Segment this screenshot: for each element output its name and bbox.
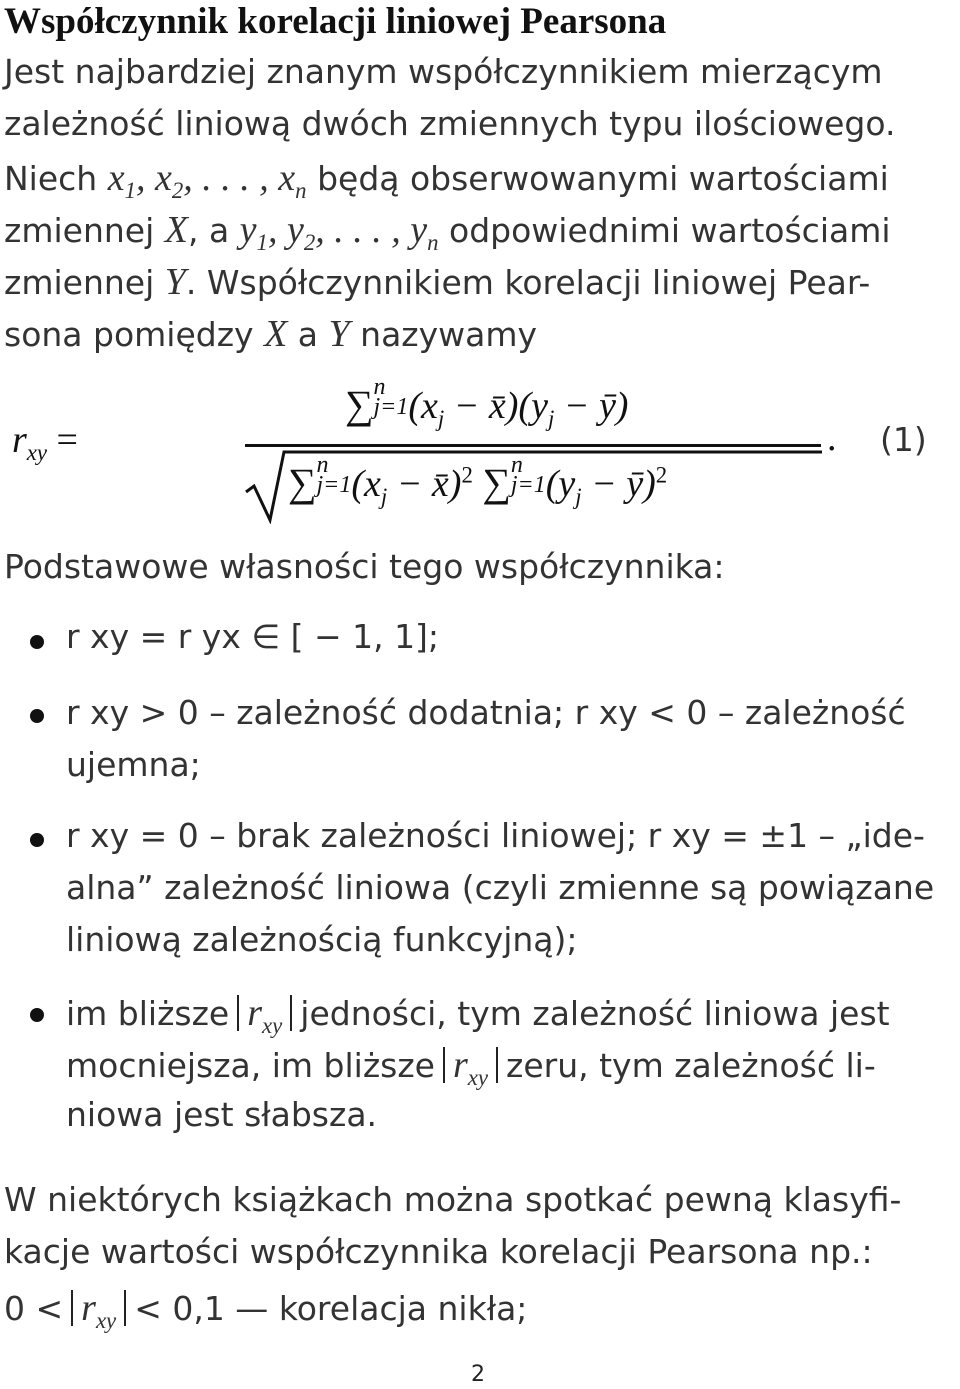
y-sequence: $y_1$, $y_2$, . . . , $y_n$ (239, 209, 439, 255)
bullet-dot-3 (30, 833, 44, 847)
formula-lhs: $r_{xy}$ = (12, 419, 78, 465)
sum-symbol-3: ∑ (482, 460, 511, 505)
bullet-4-line-1 (66, 991, 890, 1039)
closing-line-3-c: korelacja nikła; (278, 1289, 528, 1328)
abs-bar (443, 1047, 445, 1083)
x-sequence: $x_1$, $x_2$, . . . , $x_n$ (107, 157, 307, 203)
intro-line-5 (4, 260, 870, 304)
intro-line-6-text-c: nazywamy (360, 315, 538, 354)
abs-bar (496, 1047, 498, 1083)
closing-line-2: kacje wartości współczynnika korelacji Pearsona np.: (4, 1232, 873, 1271)
intro-line-3 (4, 156, 889, 204)
intro-line-6 (4, 312, 537, 356)
intro-line-4-text-c: odpowiednimi wartościami (449, 211, 891, 250)
abs-bar (71, 1290, 73, 1326)
var-Y-2: Y (328, 313, 350, 355)
sum-symbol: ∑ (345, 382, 374, 427)
bullet-4-line-1-b: jedności, tym zależność liniowa jest (300, 994, 890, 1033)
page-heading: Współczynnik korelacji liniowej Pearsona (4, 1, 667, 42)
page-number: 2 (471, 1362, 485, 1387)
intro-line-4-text-a: zmiennej (4, 211, 155, 250)
bullet-2-line-1: r xy > 0 – zależność dodatnia; r xy < 0 – zależność (66, 693, 906, 732)
r-xy: $r_{xy}$ (81, 1287, 117, 1333)
var-X: X (164, 209, 188, 251)
r-xy: $r_{xy}$ (247, 992, 283, 1038)
formula-numerator: ∑ n j=1 ($x_j$ − $x̄)(y_j$ − ȳ) (345, 374, 629, 431)
bullet-2-line-2: ujemna; (66, 745, 201, 784)
equation-number: (1) (880, 420, 927, 459)
bullet-3-line-1: r xy = 0 – brak zależności liniowej; r xy = ±1 – „ide- (66, 816, 925, 855)
formula-period: . (827, 417, 837, 459)
bullet-4-line-2 (66, 1043, 876, 1091)
r-xy: $r_{xy}$ (452, 1044, 489, 1090)
intro-line-6-text-a: sona pomiędzy (4, 315, 254, 354)
bullet-4-line-2-a: mocniejsza, im bliższe (66, 1046, 435, 1085)
formula-denominator: ∑ n j=1 ($x_j$ − x̄)$^2$ ∑ n j=1 ($y_j$ − ȳ)$^2$ (288, 452, 668, 509)
bullet-3-line-2: alna” zależność liniowa (czyli zmienne są powiązane (66, 868, 935, 907)
closing-line-3-b: < 0,1 — (134, 1289, 269, 1328)
var-Y: Y (164, 261, 186, 303)
bullet-4-line-1-a: im bliższe (66, 994, 230, 1033)
closing-line-3 (4, 1286, 527, 1334)
bullet-4-line-3: niowa jest słabsza. (66, 1095, 378, 1134)
sum-symbol-2: ∑ (288, 460, 317, 505)
intro-line-3-text-a: Niech (4, 159, 98, 198)
bullet-4-line-2-b: zeru, tym zależność li- (506, 1046, 876, 1085)
bullet-dot-2 (30, 709, 44, 723)
intro-line-6-text-b: a (297, 315, 319, 354)
intro-line-5-text-a: zmiennej (4, 263, 155, 302)
abs-bar (237, 995, 239, 1031)
abs-bar (124, 1290, 126, 1326)
intro-line-5-text-b: . Współczynnikiem korelacji liniowej Pear- (185, 263, 871, 302)
intro-line-3-text-b: będą obserwowanymi wartościami (317, 159, 889, 198)
intro-line-4 (4, 208, 891, 256)
bullet-dot-4 (30, 1008, 44, 1022)
bullet-1: r xy = r yx ∈ [ − 1, 1]; (66, 617, 440, 656)
intro-line-2: zależność liniową dwóch zmiennych typu ilościowego. (4, 104, 896, 143)
intro-line-4-text-b: , a (187, 211, 230, 250)
fraction-bar (245, 444, 821, 447)
bullet-dot-1 (30, 635, 44, 649)
properties-heading: Podstawowe własności tego współczynnika: (4, 547, 725, 586)
var-X-2: X (264, 313, 288, 355)
abs-bar (290, 995, 292, 1031)
closing-line-3-a: 0 < (4, 1289, 64, 1328)
bullet-3-line-3: liniową zależnością funkcyjną); (66, 920, 578, 959)
closing-line-1: W niektórych książkach można spotkać pewną klasyfi- (4, 1180, 902, 1219)
intro-line-1: Jest najbardziej znanym współczynnikiem mierzącym (4, 52, 883, 91)
